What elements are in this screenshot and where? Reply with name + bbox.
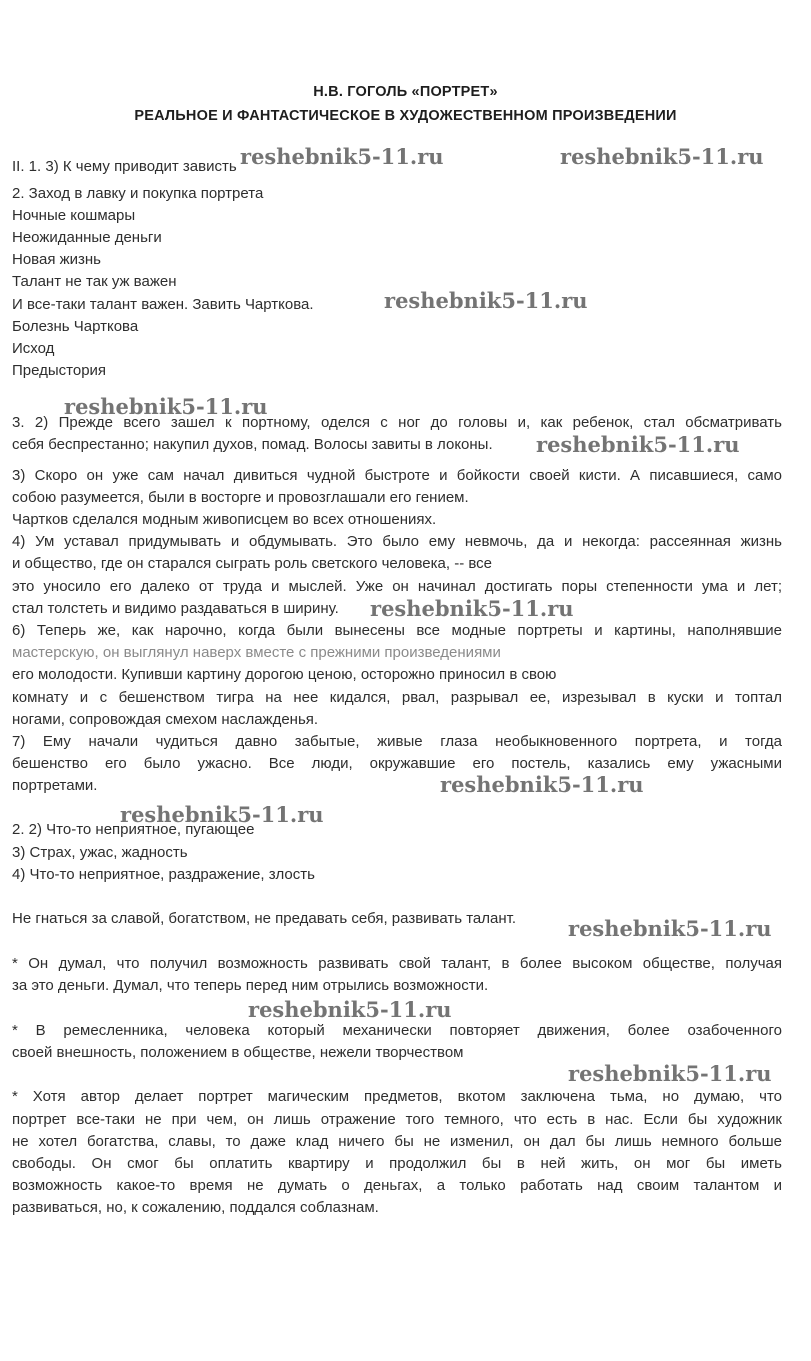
note-line: портрет все-таки не при чем, он лишь отражение того темного, что есть в нас. Если бы художник — [12, 1111, 782, 1128]
answer-line: Чартков сделался модным живописцем во всех отношениях. — [12, 511, 437, 528]
plan-item: Болезнь Чарткова — [12, 318, 139, 335]
note-line: возможность какое-то время не думать о деньгах, а только работать над своим талантом и — [12, 1177, 782, 1194]
watermark: reshebnik5-11.ru — [120, 802, 324, 827]
note-line: свободы. Он смог бы оплатить квартиру и продолжил бы в ней жить, он мог бы иметь — [12, 1155, 782, 1172]
answer-line: 3. 2) Прежде всего зашел к портному, оделся с ног до головы и, как ребенок, стал обсматривать — [12, 414, 782, 431]
answer-line: 4) Что-то неприятное, раздражение, злость — [12, 866, 315, 883]
note-line: не хотел богатства, славы, то даже клад ничего бы не изменил, он дал бы лишь немного больше — [12, 1133, 782, 1150]
watermark: reshebnik5-11.ru — [568, 916, 772, 941]
note-line: развиваться, но, к сожалению, поддался соблазнам. — [12, 1199, 379, 1216]
watermark: reshebnik5-11.ru — [240, 144, 444, 169]
answer-line: это уносило его далеко от труда и мыслей. Уже он начинал достигать поры степенности ума и лет; — [12, 578, 782, 595]
moral-line: Не гнаться за славой, богатством, не предавать себя, развивать талант. — [12, 910, 517, 927]
answer-line: его молодости. Купивши картину дорогою ценою, осторожно приносил в свою — [12, 666, 557, 683]
answer-line: комнату и с бешенством тигра на нее кидался, рвал, разрывал ее, изрезывал в куски и топтал — [12, 689, 782, 706]
document-subtitle: РЕАЛЬНОЕ И ФАНТАСТИЧЕСКОЕ В ХУДОЖЕСТВЕННОМ ПРОИЗВЕДЕНИИ — [134, 108, 677, 124]
plan-item: Новая жизнь — [12, 251, 101, 268]
watermark: reshebnik5-11.ru — [440, 772, 644, 797]
answer-line: ногами, сопровождая смехом наслажденья. — [12, 711, 319, 728]
watermark: reshebnik5-11.ru — [568, 1061, 772, 1086]
answer-line: 2. 2) Что-то неприятное, пугающее — [12, 821, 255, 838]
plan-item: Предыстория — [12, 362, 107, 379]
note-line: за это деньги. Думал, что теперь перед ним отрылись возможности. — [12, 977, 489, 994]
answer-line: собою разумеется, были в восторге и провозглашали его гением. — [12, 489, 469, 506]
note-line: * В ремесленника, человека который механически повторяет движения, более озабоченного — [12, 1022, 782, 1039]
plan-item: Талант не так уж важен — [12, 273, 177, 290]
answer-line: 7) Ему начали чудиться давно забытые, живые глаза необыкновенного портрета, и тогда — [12, 733, 782, 750]
plan-item: II. 1. 3) К чему приводит зависть — [12, 158, 237, 175]
plan-item: Ночные кошмары — [12, 207, 136, 224]
note-line: * Он думал, что получил возможность развивать свой талант, в более высоком обществе, получая — [12, 955, 782, 972]
answer-line: мастерскую, он выглянул наверх вместе с прежними произведениями — [12, 644, 501, 661]
plan-item: И все-таки талант важен. Завить Чарткова. — [12, 296, 314, 313]
watermark: reshebnik5-11.ru — [560, 144, 764, 169]
watermark: reshebnik5-11.ru — [248, 997, 452, 1022]
document-title: Н.В. ГОГОЛЬ «ПОРТРЕТ» — [313, 84, 498, 100]
plan-item: Неожиданные деньги — [12, 229, 162, 246]
watermark: reshebnik5-11.ru — [384, 288, 588, 313]
watermark: reshebnik5-11.ru — [64, 394, 268, 419]
watermark: reshebnik5-11.ru — [370, 596, 574, 621]
answer-line: 6) Теперь же, как нарочно, когда были вынесены все модные портреты и картины, наполнявшие — [12, 622, 782, 639]
watermark: reshebnik5-11.ru — [536, 432, 740, 457]
note-line: * Хотя автор делает портрет магическим предметов, вкотом заключена тьма, но думаю, что — [12, 1088, 782, 1105]
answer-line: 3) Страх, ужас, жадность — [12, 844, 188, 861]
answer-line: 4) Ум уставал придумывать и обдумывать. Это было ему невмочь, да и некогда: рассеянная жизнь — [12, 533, 782, 550]
answer-line: и общество, где он старался сыграть роль светского человека, -- все — [12, 555, 493, 572]
answer-line: бешенство его было ужасно. Все люди, окружавшие его постель, казались ему ужасными — [12, 755, 782, 772]
note-line: своей внешность, положением в обществе, нежели творчеством — [12, 1044, 464, 1061]
plan-item: Исход — [12, 340, 55, 357]
answer-line: стал толстеть и видимо раздаваться в ширину. — [12, 600, 339, 617]
answer-line: 3) Скоро он уже сам начал дивиться чудной быстроте и бойкости своей кисти. А писавшиеся, само — [12, 467, 782, 484]
plan-item: 2. Заход в лавку и покупка портрета — [12, 185, 264, 202]
answer-line: портретами. — [12, 777, 98, 794]
answer-line: себя беспрестанно; накупил духов, помад. Волосы завиты в локоны. — [12, 436, 493, 453]
